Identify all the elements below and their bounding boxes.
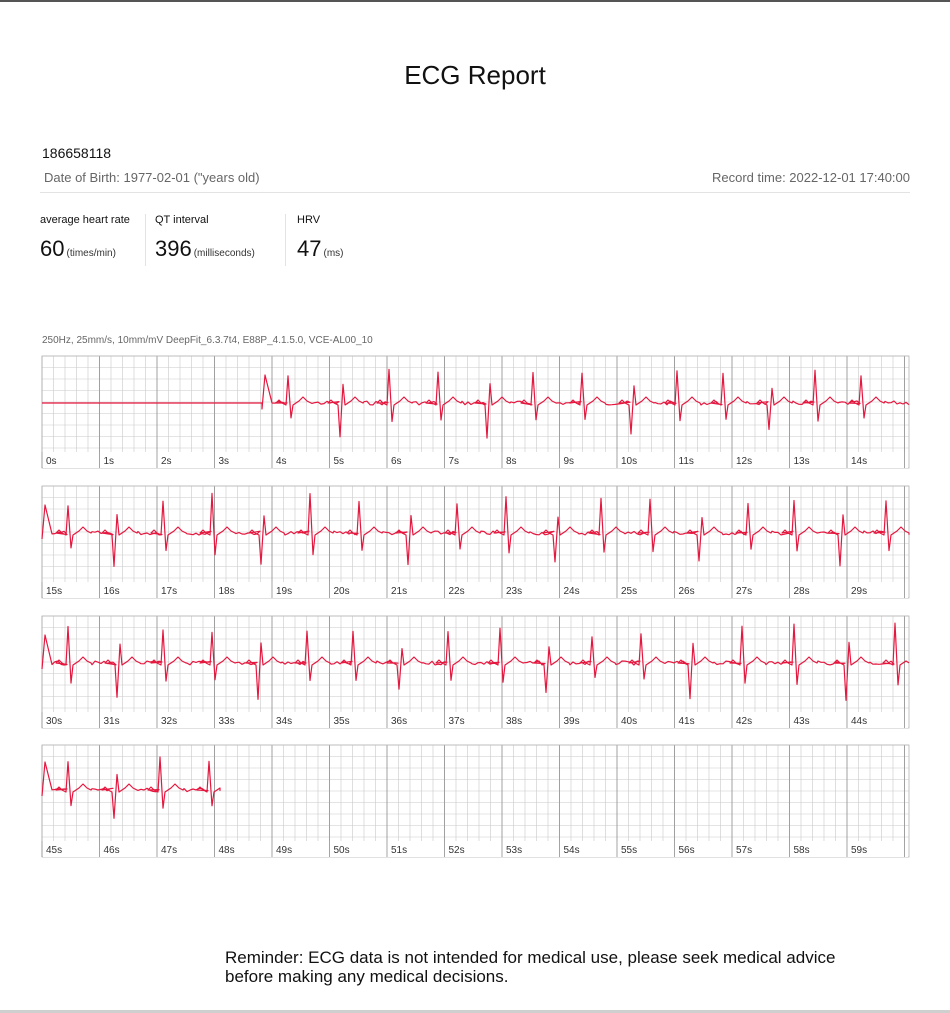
disclaimer-line-1: Reminder: ECG data is not intended for medical use, please seek medical advice <box>225 948 836 967</box>
time-label: 1s <box>103 456 115 467</box>
metric-label: average heart rate <box>40 214 130 226</box>
time-label: 58s <box>793 845 810 856</box>
time-label: 8s <box>506 456 517 467</box>
time-label: 33s <box>218 716 235 727</box>
time-label: 55s <box>621 845 638 856</box>
time-label: 38s <box>506 716 523 727</box>
time-label: 59s <box>851 845 868 856</box>
time-label: 0s <box>46 456 57 467</box>
metric-unit: (times/min) <box>66 248 116 259</box>
disclaimer-line-2: before making any medical decisions. <box>225 967 509 986</box>
time-label: 41s <box>678 716 695 727</box>
time-label: 15s <box>46 586 63 597</box>
time-label: 18s <box>218 586 235 597</box>
time-label: 24s <box>563 586 580 597</box>
time-label: 51s <box>391 845 408 856</box>
time-label: 39s <box>563 716 580 727</box>
metric-label: QT interval <box>155 214 209 226</box>
time-label: 26s <box>678 586 695 597</box>
time-label: 13s <box>793 456 810 467</box>
time-label: 27s <box>736 586 753 597</box>
patient-id: 186658118 <box>42 145 112 161</box>
recording-settings: 250Hz, 25mm/s, 10mm/mV DeepFit_6.3.7t4, E88P_4.1.5.0, VCE-AL00_10 <box>42 335 373 346</box>
metric-unit: (ms) <box>323 248 344 259</box>
metric-value: 60 <box>40 236 65 261</box>
ecg-trace <box>42 757 220 818</box>
ecg-strip-frame <box>42 356 909 468</box>
time-label: 50s <box>333 845 350 856</box>
time-label: 25s <box>621 586 638 597</box>
time-label: 46s <box>103 845 120 856</box>
time-label: 4s <box>276 456 287 467</box>
metric-unit: (milliseconds) <box>193 248 255 259</box>
disclaimer <box>225 948 915 986</box>
ecg-trace <box>42 369 909 438</box>
ecg-strip-frame <box>42 745 909 857</box>
time-label: 20s <box>333 586 350 597</box>
time-label: 10s <box>621 456 638 467</box>
time-label: 53s <box>506 845 523 856</box>
time-label: 12s <box>736 456 753 467</box>
time-label: 57s <box>736 845 753 856</box>
time-label: 40s <box>621 716 638 727</box>
time-label: 7s <box>448 456 460 467</box>
time-label: 37s <box>448 716 465 727</box>
time-label: 31s <box>103 716 120 727</box>
time-label: 52s <box>448 845 465 856</box>
ecg-trace <box>42 493 909 566</box>
record-time: Record time: 2022-12-01 17:40:00 <box>711 170 910 185</box>
time-label: 9s <box>563 456 575 467</box>
time-label: 47s <box>161 845 178 856</box>
report-title: ECG Report <box>404 60 546 90</box>
time-label: 44s <box>851 716 868 727</box>
time-label: 48s <box>218 845 235 856</box>
time-label: 29s <box>851 586 868 597</box>
time-label: 36s <box>391 716 408 727</box>
time-label: 43s <box>793 716 810 727</box>
time-label: 17s <box>161 586 178 597</box>
metric-value: 47 <box>297 236 322 261</box>
time-label: 3s <box>218 456 230 467</box>
time-label: 35s <box>333 716 350 727</box>
time-label: 22s <box>448 586 465 597</box>
time-label-band <box>43 452 908 468</box>
time-label: 32s <box>161 716 178 727</box>
time-label: 23s <box>506 586 523 597</box>
metric-label: HRV <box>297 214 321 226</box>
time-label: 5s <box>333 456 345 467</box>
time-label: 6s <box>391 456 402 467</box>
time-label: 30s <box>46 716 63 727</box>
time-label: 21s <box>391 586 408 597</box>
time-label: 56s <box>678 845 695 856</box>
time-label: 28s <box>793 586 810 597</box>
time-label: 34s <box>276 716 293 727</box>
time-label: 54s <box>563 845 580 856</box>
time-label: 42s <box>736 716 753 727</box>
time-label: 2s <box>161 456 172 467</box>
time-label: 19s <box>276 586 293 597</box>
metric-value: 396 <box>155 236 192 261</box>
date-of-birth: Date of Birth: 1977-02-01 ("years old) <box>44 170 260 185</box>
ecg-strip-frame <box>42 486 909 598</box>
ecg-strip-frame <box>42 616 909 728</box>
time-label: 49s <box>276 845 293 856</box>
time-label: 16s <box>103 586 120 597</box>
time-label: 45s <box>46 845 63 856</box>
time-label: 14s <box>851 456 868 467</box>
time-label: 11s <box>678 456 694 467</box>
